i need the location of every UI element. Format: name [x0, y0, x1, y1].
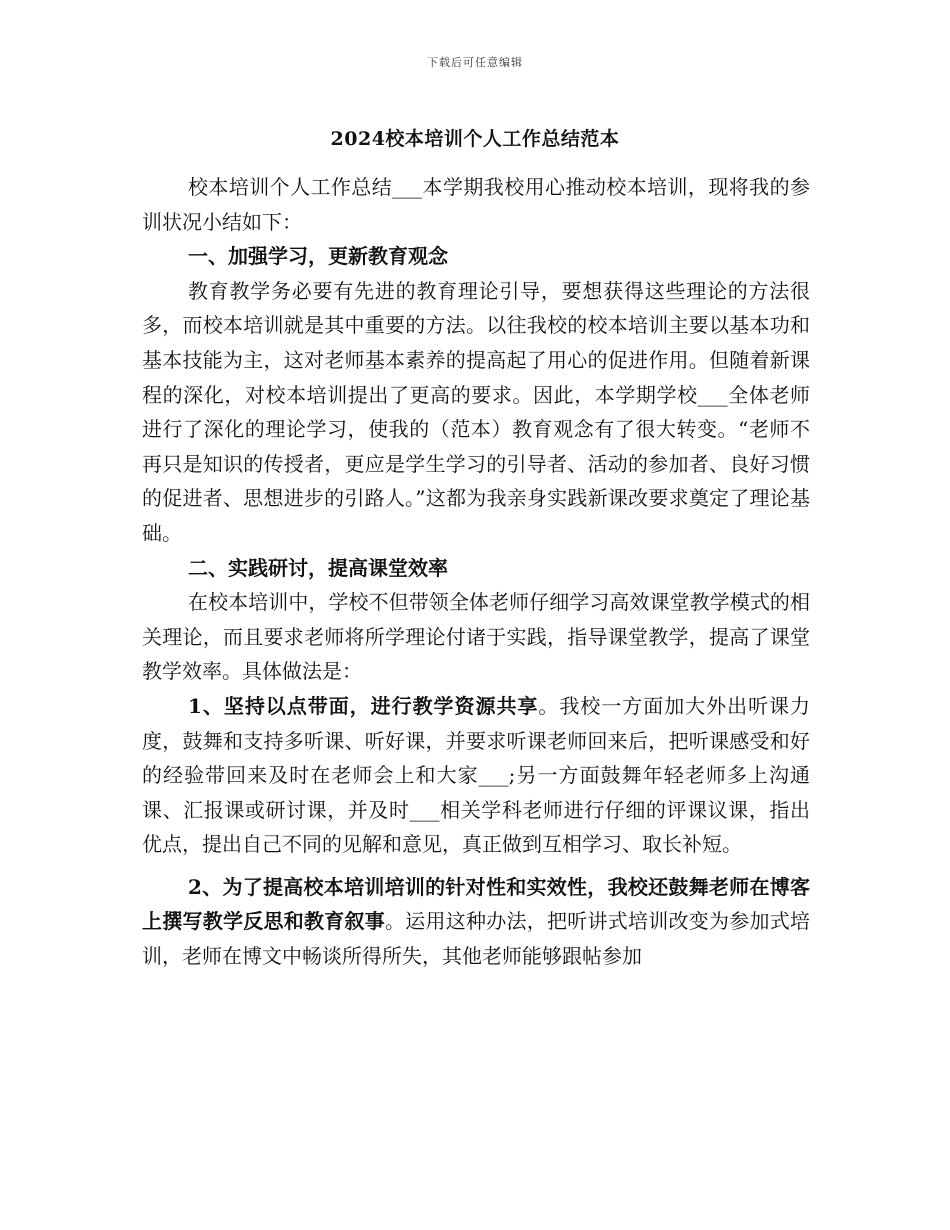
intro-paragraph: 校本培训个人工作总结___本学期我校用心推动校本培训，现将我的参训状况小结如下： [142, 175, 810, 234]
section-1-heading: 一、加强学习，更新教育观念 [188, 244, 448, 269]
section-2-heading: 二、实践研讨，提高课堂效率 [188, 555, 448, 580]
section-1-paragraph: 教育教学务必要有先进的教育理论引导，要想获得这些理论的方法很多，而校本培训就是其中重要的方法。以往我校的校本培训主要以基本功和基本技能为主，这对老师基本素养的提高起了用心的促进作用。但随着新课程的深化，对校本培训提出了更高的要求。因此，本学期学校___全体老师进行了深化的理论学习，使我的（范本）教育观念有了很大转变。“老师不再只是知识的传授者，更应是学生学习的引导者、活动的参加者、良好习惯的促进者、思想进步的引路人。”这都为我亲身实践新课改要求奠定了理论基础。 [142, 278, 810, 545]
item-1-text: 。我校一方面加大外出听课力度，鼓舞和支持多听课、听好课，并要求听课老师回来后，把听课感受和好的经验带回来及时在老师会上和大家___;另一方面鼓舞年轻老师多上沟通课、汇报课或研讨课，并及时___相关学科老师进行仔细的评课议课，指出优点，提出自己不同的见解和意见，真正做到互相学习、取长补短。 [142, 693, 811, 857]
item-2-text: 。运用这种办法，把听讲式培训改变为参加式培训，老师在博文中畅谈所得所失，其他老师能够跟帖参加 [142, 909, 810, 969]
document-body [142, 170, 810, 974]
item-1-lead: 1、坚持以点带面，进行教学资源共享 [188, 693, 539, 718]
item-2-lead: 2、为了提高校本培训培训的针对性和实效性，我校还鼓舞老师在博客上撰写教学反思和教育叙事 [142, 874, 810, 934]
header-note: 下载后可任意编辑 [427, 56, 523, 69]
document-title: 2024校本培训个人工作总结范本 [330, 128, 620, 150]
item-1-paragraph [142, 689, 810, 862]
section-2-paragraph: 在校本培训中，学校不但带领全体老师仔细学习高效课堂教学模式的相关理论，而且要求老师将所学理论付诸于实践，指导课堂教学，提高了课堂教学效率。具体做法是： [142, 590, 810, 684]
item-2-paragraph [142, 870, 810, 974]
